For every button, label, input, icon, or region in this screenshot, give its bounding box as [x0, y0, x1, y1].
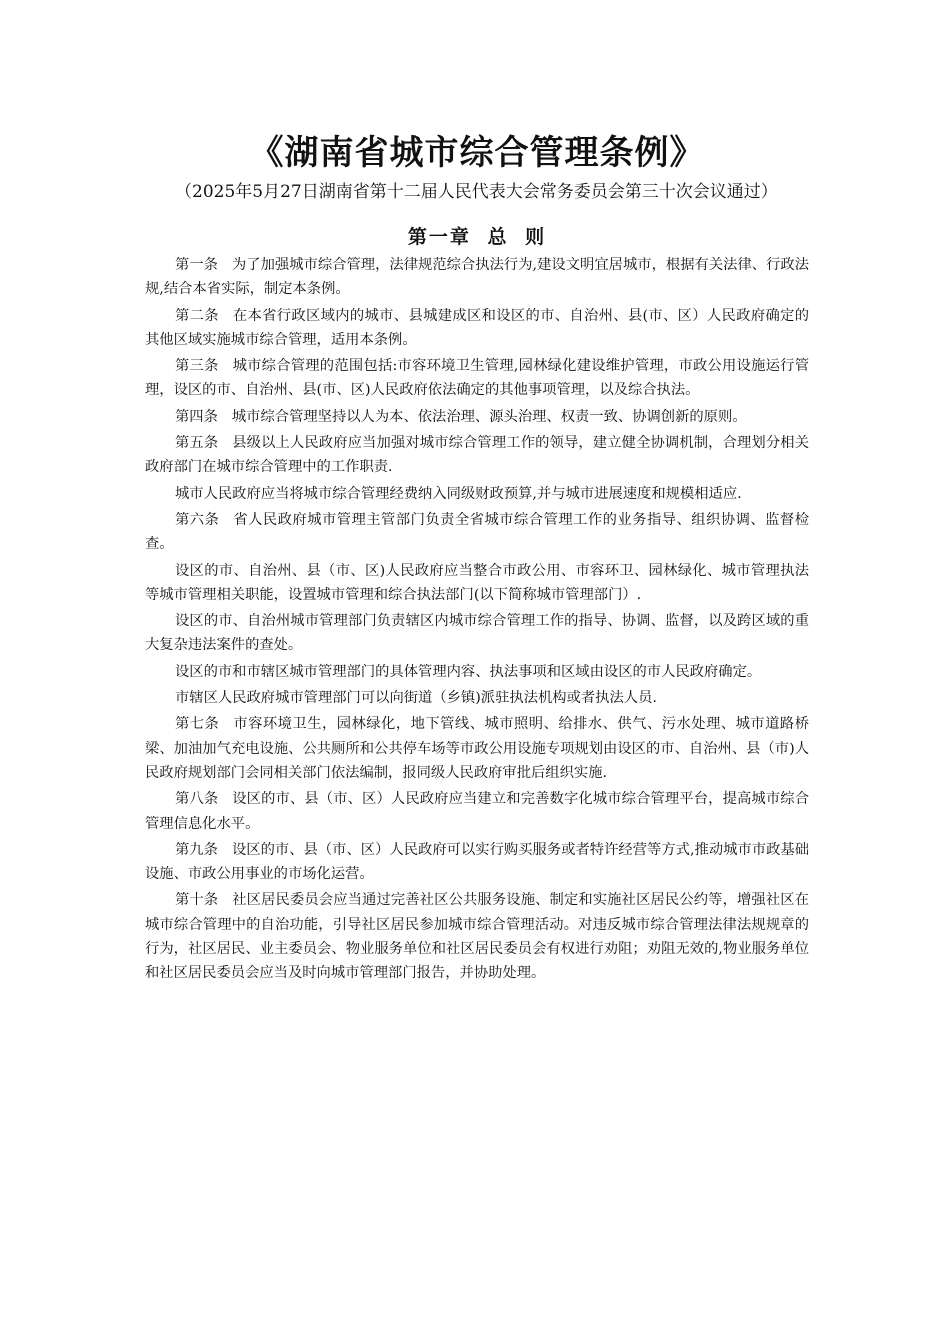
- article-number: 第一条: [175, 257, 218, 273]
- article-text: 省人民政府城市管理主管部门负责全省城市综合管理工作的业务指导、组织协调、监督检查。: [145, 511, 810, 553]
- article-number: 第八条: [175, 791, 219, 808]
- article-text: 市容环境卫生，园林绿化，地下管线、城市照明、给排水、供气、污水处理、城市道路桥梁、加油加气充电设施、公共厕所和公共停车场等市政公用设施专项规划由设区的市、自治州、县（市)人民政府规划部门会同相关部门依法编制，报同级人民政府审批后组织实施.: [145, 716, 810, 781]
- article-number: 第七条: [175, 716, 220, 733]
- article-text: 为了加强城市综合管理，法律规范综合执法行为,建设文明宜居城市，根据有关法律、行政法规,结合本省实际，制定本条例。: [145, 257, 810, 298]
- article-text: 市辖区人民政府城市管理部门可以向街道（乡镇)派驻执法机构或者执法人员.: [175, 690, 657, 707]
- article-paragraph: [145, 686, 809, 710]
- article-number: 第六条: [175, 511, 220, 528]
- article-paragraph: [145, 787, 809, 836]
- article-paragraph: [145, 712, 809, 785]
- article-paragraph: [145, 838, 809, 887]
- document-page: [145, 120, 809, 988]
- article-number: 第四条: [175, 408, 218, 425]
- article-paragraph: [145, 405, 809, 429]
- article-paragraph: [145, 354, 809, 403]
- article-text: 设区的市、自治州城市管理部门负责辖区内城市综合管理工作的指导、协调、监督，以及跨区域的重大复杂违法案件的查处。: [145, 613, 809, 654]
- article-paragraph: [145, 888, 809, 985]
- article-text: 设区的市、县（市、区）人民政府应当建立和完善数字化城市综合管理平台，提高城市综合管理信息化水平。: [145, 791, 809, 832]
- article-paragraph: [145, 482, 809, 506]
- article-number: 第九条: [175, 841, 218, 858]
- article-paragraph: [145, 559, 809, 608]
- article-text: 城市人民政府应当将城市综合管理经费纳入同级财政预算,并与城市进展速度和规模相适应.: [175, 485, 742, 502]
- article-number: 第二条: [175, 307, 219, 324]
- article-text: 城市综合管理的范围包括:市容环境卫生管理,园林绿化建设维护管理，市政公用设施运行管理，设区的市、自治州、县(市、区)人民政府依法确定的其他事项管理，以及综合执法。: [145, 358, 810, 399]
- document-title: 《湖南省城市综合管理条例》: [249, 133, 705, 173]
- article-paragraph: [145, 253, 809, 302]
- chapter-title: 第一章 总 则: [407, 226, 547, 248]
- article-text: 社区居民委员会应当通过完善社区公共服务设施、制定和实施社区居民公约等，增强社区在城市综合管理中的自治功能，引导社区居民参加城市综合管理活动。对违反城市综合管理法律法规规章的行为，社区居民、业主委员会、物业服务单位和社区居民委员会有权进行劝阻；劝阻无效的,物业服务单位和社区居民委员会应当及时向城市管理部门报告，并协助处理。: [145, 892, 809, 982]
- article-text: 设区的市、县（市、区）人民政府可以实行购买服务或者特许经营等方式,推动城市市政基础设施、市政公用事业的市场化运营。: [145, 841, 810, 883]
- article-text: 在本省行政区域内的城市、县城建成区和设区的市、自治州、县(市、区）人民政府确定的其他区域实施城市综合管理，适用本条例。: [145, 307, 809, 348]
- article-number: 第五条: [175, 435, 219, 452]
- article-paragraph: [145, 660, 809, 684]
- article-number: 第三条: [175, 358, 219, 375]
- article-paragraph: [145, 304, 809, 353]
- article-text: 县级以上人民政府应当加强对城市综合管理工作的领导，建立健全协调机制，合理划分相关政府部门在城市综合管理中的工作职责.: [145, 435, 809, 476]
- document-subtitle: （2025年5月27日湖南省第十二届人民代表大会常务委员会第三十次会议通过）: [175, 182, 778, 202]
- article-paragraph: [145, 508, 809, 557]
- article-text: 城市综合管理坚持以人为本、依法治理、源头治理、权责一致、协调创新的原则。: [231, 408, 747, 425]
- article-text: 设区的市和市辖区城市管理部门的具体管理内容、执法事项和区域由设区的市人民政府确定。: [175, 663, 762, 680]
- article-paragraph: [145, 609, 809, 658]
- article-number: 第十条: [175, 892, 219, 909]
- article-list: [145, 253, 809, 986]
- article-paragraph: [145, 431, 809, 480]
- article-text: 设区的市、自治州、县（市、区)人民政府应当整合市政公用、市容环卫、园林绿化、城市管理执法等城市管理相关职能，设置城市管理和综合执法部门(以下简称城市管理部门）.: [145, 562, 809, 603]
